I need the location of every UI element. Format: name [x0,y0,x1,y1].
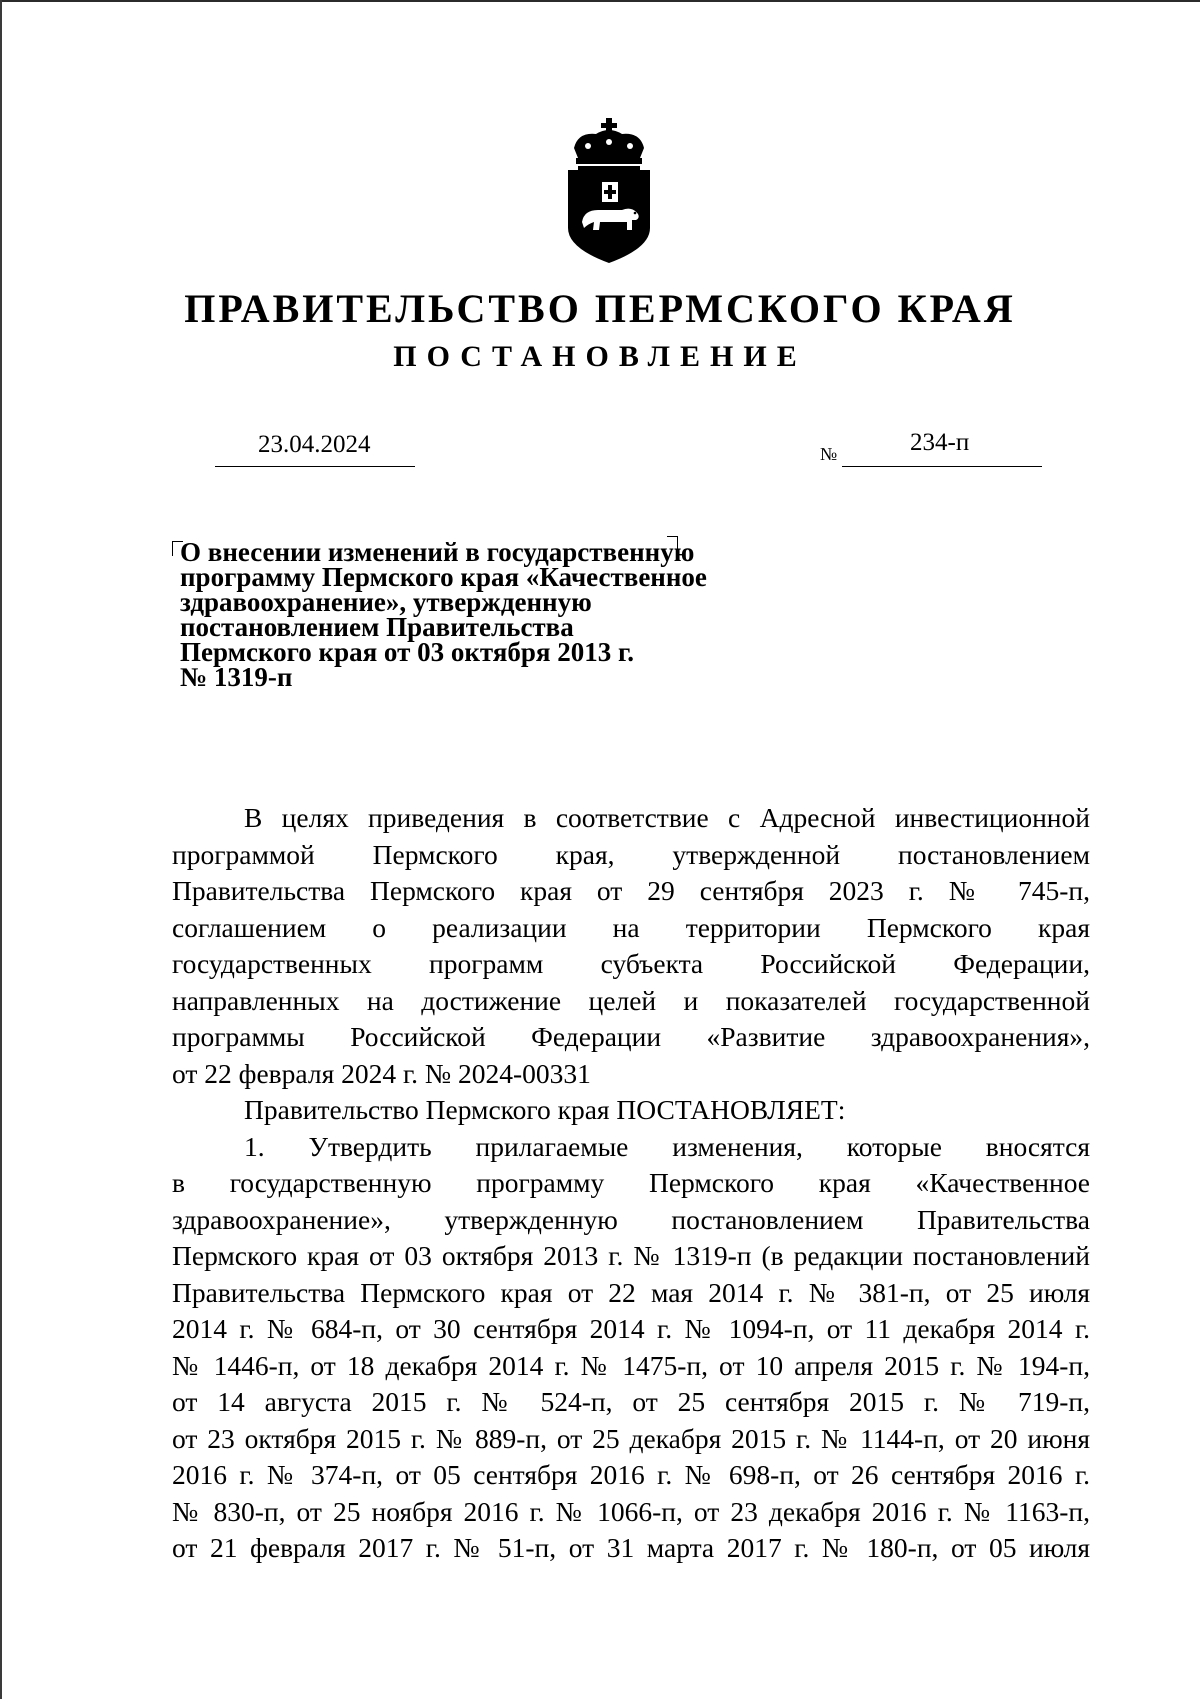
body-line: программой Пермского края, утвержденной постановлением [172,838,1090,870]
body-line: 2014 г. № 684-п, от 30 сентября 2014 г. № 1094-п, от 11 декабря 2014 г. [172,1313,1090,1344]
scan-edge-top [0,0,1200,2]
document-date: 23.04.2024 [258,431,371,458]
body-line: Правительства Пермского края от 22 мая 2014 г. № 381-п, от 25 июля [172,1276,1090,1308]
body-line: 2016 г. № 374-п, от 05 сентября 2016 г. № 698-п, от 26 сентября 2016 г. [172,1459,1090,1490]
body-line: программы Российской Федерации «Развитие здравоохранения», [172,1021,1090,1052]
subject-line: № 1319-п [180,662,293,692]
scan-edge-left [0,0,2,1699]
body-line: от 23 октября 2015 г. № 889-п, от 25 декабря 2015 г. № 1144-п, от 20 июня [172,1422,1090,1454]
clause-1-paragraph [172,1129,1090,1567]
subject-line: здравоохранение», утвержденную [180,587,592,617]
subject-line: О внесении изменений в государственную [180,537,695,567]
body-line: государственных программ субъекта Российской Федерации, [172,948,1090,979]
subject-line: постановлением Правительства [180,612,574,642]
body-line: 1. Утвердить прилагаемые изменения, которые вносятся [244,1130,1090,1162]
body-line: здравоохранение», утвержденную постановлением Правительства [172,1203,1090,1235]
body-line: № 1446-п, от 18 декабря 2014 г. № 1475-п, от 10 апреля 2015 г. № 194-п, [172,1349,1090,1381]
body-line: от 22 февраля 2024 г. № 2024-00331 [172,1057,591,1089]
coat-of-arms-icon [566,118,652,263]
body-line: направленных на достижение целей и показателей государственной [172,984,1090,1016]
document-subject [180,537,780,692]
body-line: Правительства Пермского края от 29 сентября 2023 г. № 745-п, [172,875,1090,906]
resolution-statement: Правительство Пермского края ПОСТАНОВЛЯЕТ: [244,1094,846,1125]
body-line: соглашением о реализации на территории Пермского края [172,911,1090,943]
document-body [172,800,1090,1567]
preamble-paragraph [172,800,1090,1092]
document-number: 234-п [910,429,970,456]
body-line: от 14 августа 2015 г. № 524-п, от 25 сентября 2015 г. № 719-п, [172,1386,1090,1417]
body-line: В целях приведения в соответствие с Адресной инвестиционной [244,802,1090,833]
body-line: Пермского края от 03 октября 2013 г. № 1319-п (в редакции постановлений [172,1240,1090,1271]
body-line: от 21 февраля 2017 г. № 51-п, от 31 марта 2017 г. № 180-п, от 05 июля [172,1532,1090,1563]
number-sign: № [820,444,838,464]
organization-title: ПРАВИТЕЛЬСТВО ПЕРМСКОГО КРАЯ [184,286,1016,331]
body-line: № 830-п, от 25 ноября 2016 г. № 1066-п, от 23 декабря 2016 г. № 1163-п, [172,1495,1090,1527]
body-line: в государственную программу Пермского края «Качественное [172,1167,1090,1198]
subject-line: программу Пермского края «Качественное [180,562,707,592]
subject-line: Пермского края от 03 октября 2013 г. [180,637,635,667]
document-type: ПОСТАНОВЛЕНИЕ [393,340,807,373]
